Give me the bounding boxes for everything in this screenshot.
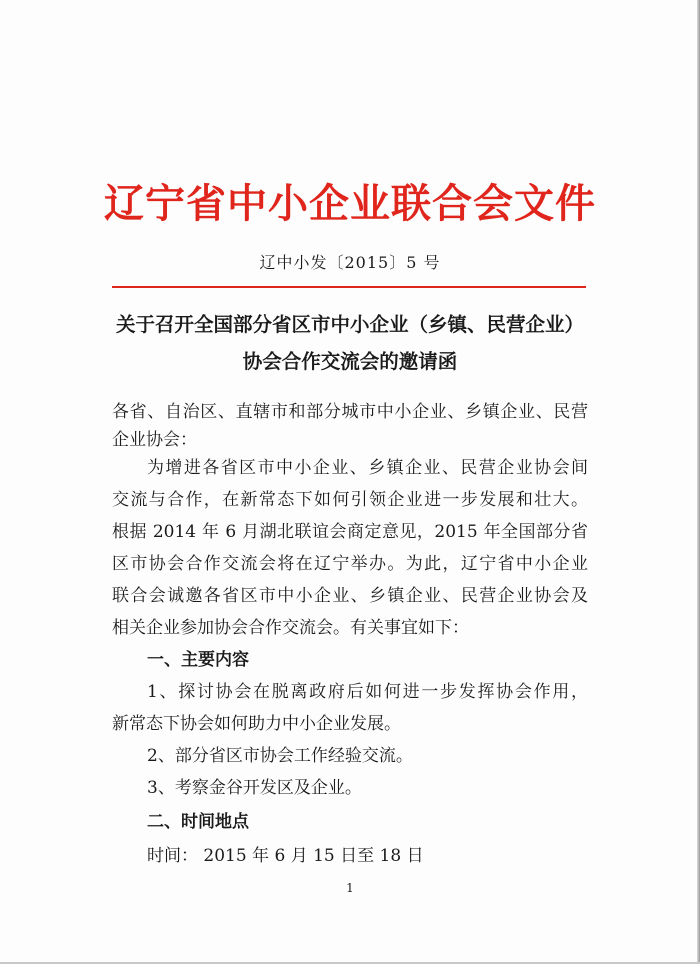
paragraph-1-line-3: 根据 2014 年 6 月湖北联谊会商定意见，2015 年全国部分省 (112, 522, 588, 542)
document-number: 辽中小发〔2015〕5 号 (259, 253, 441, 272)
section-1-heading: 一、主要内容 (147, 650, 249, 670)
item-2: 2、部分省区市协会工作经验交流。 (147, 746, 413, 766)
section-2-heading: 二、时间地点 (147, 812, 249, 832)
page-number: 1 (346, 881, 354, 895)
masthead-red-rule (112, 286, 586, 288)
letter-title-line-1: 关于召开全国部分省区市中小企业（乡镇、民营企业） (115, 313, 584, 336)
addressee-line-1: 各省、自治区、直辖市和部分城市中小企业、乡镇企业、民营 (112, 402, 588, 422)
paragraph-1-line-2: 交流与合作，在新常态下如何引领企业进一步发展和壮大。 (112, 490, 588, 510)
paragraph-1-line-1: 为增进各省区市中小企业、乡镇企业、民营企业协会间 (147, 458, 588, 478)
addressee-line-2: 企业协会： (112, 430, 197, 450)
paragraph-1-line-4: 区市协会合作交流会将在辽宁举办。为此，辽宁省中小企业 (112, 554, 588, 574)
item-3: 3、考察金谷开发区及企业。 (147, 778, 362, 798)
letter-title-line-2: 协会合作交流会的邀请函 (242, 350, 458, 373)
item-1-line-1: 1、探讨协会在脱离政府后如何进一步发挥协会作用， (147, 682, 588, 702)
time-line: 时间： 2015 年 6 月 15 日至 18 日 (147, 846, 424, 866)
paragraph-1-line-5: 联合会诚邀各省区市中小企业、乡镇企业、民营企业协会及 (112, 586, 588, 606)
masthead-title: 辽宁省中小企业联合会文件 (104, 181, 596, 227)
paragraph-1-line-6: 相关企业参加协会合作交流会。有关事宜如下： (112, 618, 469, 638)
item-1-line-2: 新常态下协会如何助力中小企业发展。 (112, 714, 401, 734)
